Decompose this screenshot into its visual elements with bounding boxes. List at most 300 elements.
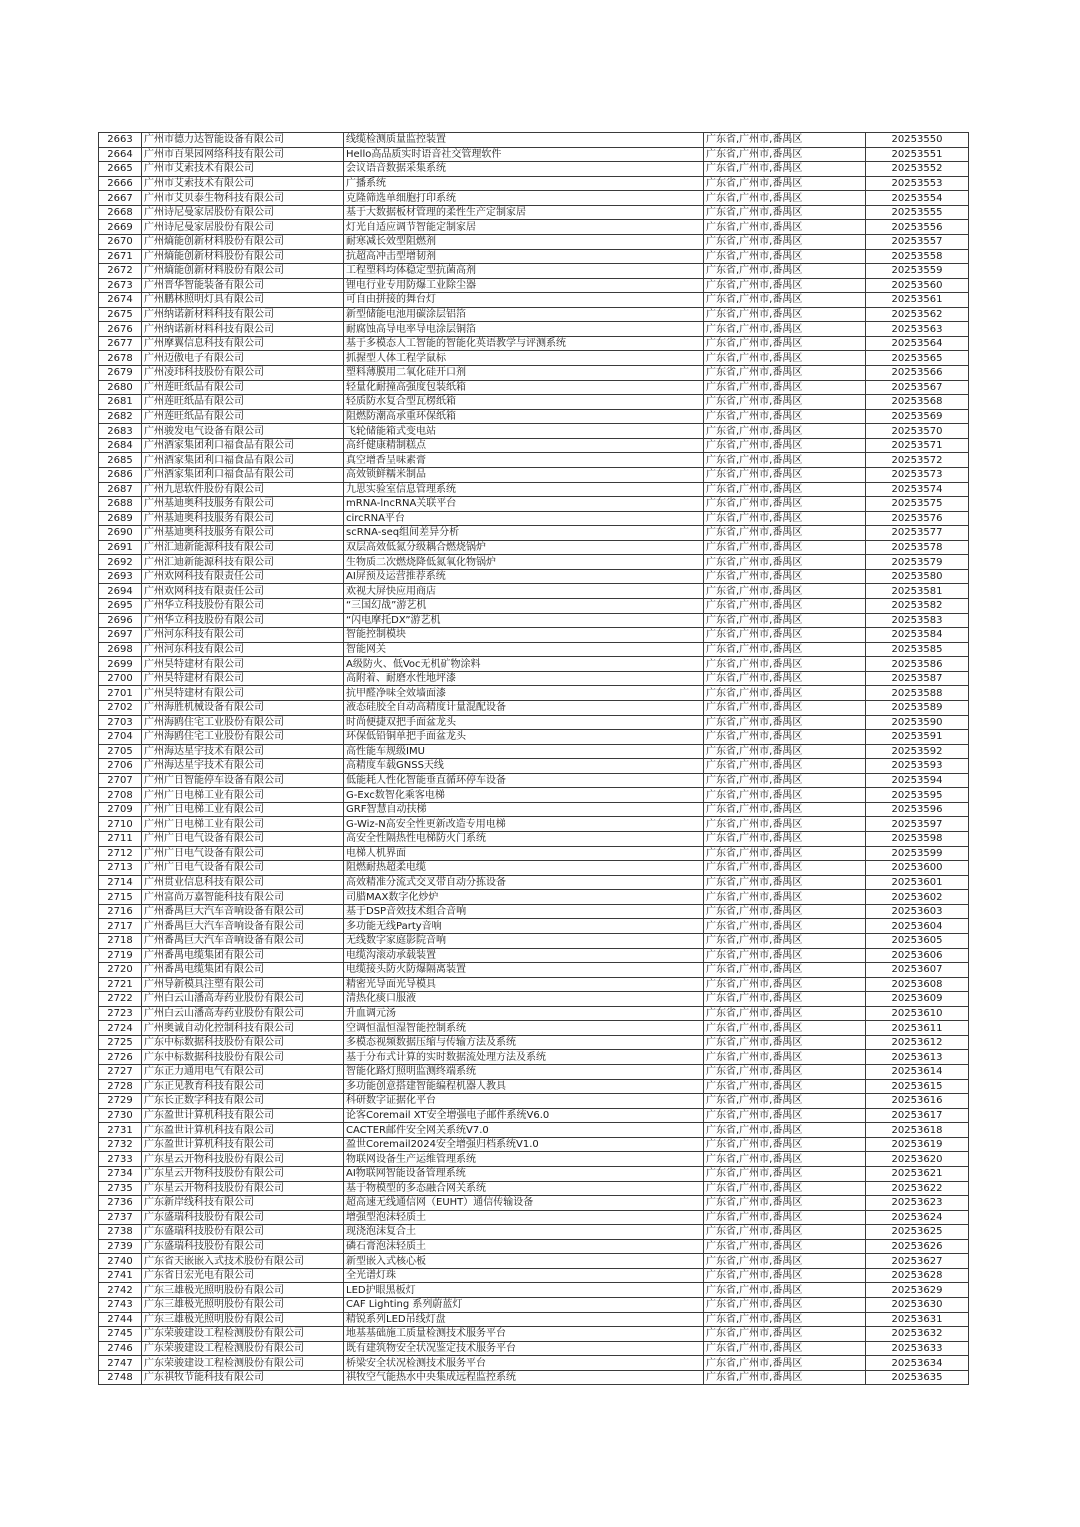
region: 广东省,广州市,番禺区 bbox=[704, 1196, 866, 1211]
region: 广东省,广州市,番禺区 bbox=[704, 1225, 866, 1240]
region: 广东省,广州市,番禺区 bbox=[704, 1298, 866, 1313]
table-row bbox=[99, 933, 969, 948]
region: 广东省,广州市,番禺区 bbox=[704, 1239, 866, 1254]
table-row bbox=[99, 467, 969, 482]
region: 广东省,广州市,番禺区 bbox=[704, 278, 866, 293]
cert-code: 20253588 bbox=[866, 686, 969, 701]
region: 广东省,广州市,番禺区 bbox=[704, 875, 866, 890]
cert-code: 20253566 bbox=[866, 366, 969, 381]
cert-code: 20253621 bbox=[866, 1166, 969, 1181]
product-name: 欢视大屏快应用商店 bbox=[344, 584, 704, 599]
cert-code: 20253561 bbox=[866, 293, 969, 308]
row-number: 2745 bbox=[99, 1327, 142, 1342]
cert-code: 20253556 bbox=[866, 220, 969, 235]
company-name: 广州市艾索技术有限公司 bbox=[142, 176, 344, 191]
row-number: 2746 bbox=[99, 1341, 142, 1356]
table-row bbox=[99, 264, 969, 279]
company-name: 广州欢网科技有限责任公司 bbox=[142, 569, 344, 584]
region: 广东省,广州市,番禺区 bbox=[704, 1065, 866, 1080]
row-number: 2694 bbox=[99, 584, 142, 599]
product-name: 轻量化耐撞高强度包装纸箱 bbox=[344, 380, 704, 395]
company-name: 广州广日电气设备有限公司 bbox=[142, 846, 344, 861]
row-number: 2684 bbox=[99, 438, 142, 453]
row-number: 2683 bbox=[99, 424, 142, 439]
product-name: 高效锁鲜糯米制品 bbox=[344, 467, 704, 482]
cert-code: 20253572 bbox=[866, 453, 969, 468]
region: 广东省,广州市,番禺区 bbox=[704, 1137, 866, 1152]
company-name: 广东三雄极光照明股份有限公司 bbox=[142, 1298, 344, 1313]
product-name: 阻燃耐热超柔电缆 bbox=[344, 861, 704, 876]
row-number: 2720 bbox=[99, 963, 142, 978]
region: 广东省,广州市,番禺区 bbox=[704, 249, 866, 264]
row-number: 2719 bbox=[99, 948, 142, 963]
region: 广东省,广州市,番禺区 bbox=[704, 395, 866, 410]
cert-code: 20253552 bbox=[866, 162, 969, 177]
cert-code: 20253580 bbox=[866, 569, 969, 584]
company-name: 广州海鸥住宅工业股份有限公司 bbox=[142, 715, 344, 730]
region: 广东省,广州市,番禺区 bbox=[704, 1108, 866, 1123]
row-number: 2747 bbox=[99, 1356, 142, 1371]
product-name: 磷石膏泡沫轻质土 bbox=[344, 1239, 704, 1254]
company-name: 广州晋华智能装备有限公司 bbox=[142, 278, 344, 293]
product-name: 高纤健康精制糕点 bbox=[344, 438, 704, 453]
product-name: 盈世Coremail2024安全增强归档系统V1.0 bbox=[344, 1137, 704, 1152]
region: 广东省,广州市,番禺区 bbox=[704, 686, 866, 701]
company-name: 广州昊特建材有限公司 bbox=[142, 671, 344, 686]
region: 广东省,广州市,番禺区 bbox=[704, 234, 866, 249]
product-name: CACTER邮件安全网关系统V7.0 bbox=[344, 1123, 704, 1138]
cert-code: 20253626 bbox=[866, 1239, 969, 1254]
table-row bbox=[99, 671, 969, 686]
table-row bbox=[99, 730, 969, 745]
region: 广东省,广州市,番禺区 bbox=[704, 453, 866, 468]
row-number: 2687 bbox=[99, 482, 142, 497]
cert-code: 20253615 bbox=[866, 1079, 969, 1094]
region: 广东省,广州市,番禺区 bbox=[704, 657, 866, 672]
row-number: 2670 bbox=[99, 234, 142, 249]
product-name: mRNA-lncRNA关联平台 bbox=[344, 497, 704, 512]
table-row bbox=[99, 1239, 969, 1254]
row-number: 2748 bbox=[99, 1370, 142, 1385]
cert-code: 20253598 bbox=[866, 832, 969, 847]
region: 广东省,广州市,番禺区 bbox=[704, 744, 866, 759]
product-name: 耐腐蚀高导电率导电涂层铜箔 bbox=[344, 322, 704, 337]
region: 广东省,广州市,番禺区 bbox=[704, 569, 866, 584]
table-body bbox=[99, 133, 969, 1385]
row-number: 2722 bbox=[99, 992, 142, 1007]
company-name: 广州九思软件股份有限公司 bbox=[142, 482, 344, 497]
region: 广东省,广州市,番禺区 bbox=[704, 307, 866, 322]
product-name: 基于多模态人工智能的智能化英语教学与评测系统 bbox=[344, 336, 704, 351]
company-name: 广州华立科技股份有限公司 bbox=[142, 599, 344, 614]
product-name: 论客Coremail XT安全增强电子邮件系统V6.0 bbox=[344, 1108, 704, 1123]
company-name: 广东中标数据科技股份有限公司 bbox=[142, 1050, 344, 1065]
row-number: 2726 bbox=[99, 1050, 142, 1065]
table-row bbox=[99, 642, 969, 657]
cert-code: 20253591 bbox=[866, 730, 969, 745]
cert-code: 20253597 bbox=[866, 817, 969, 832]
cert-code: 20253579 bbox=[866, 555, 969, 570]
company-name: 广州广日电气设备有限公司 bbox=[142, 861, 344, 876]
product-name: scRNA-seq组间差异分析 bbox=[344, 526, 704, 541]
row-number: 2674 bbox=[99, 293, 142, 308]
table-row bbox=[99, 278, 969, 293]
cert-code: 20253611 bbox=[866, 1021, 969, 1036]
company-name: 广州海胜机械设备有限公司 bbox=[142, 700, 344, 715]
region: 广东省,广州市,番禺区 bbox=[704, 1166, 866, 1181]
region: 广东省,广州市,番禺区 bbox=[704, 817, 866, 832]
cert-code: 20253601 bbox=[866, 875, 969, 890]
product-name: 新型储能电池用碳涂层铝箔 bbox=[344, 307, 704, 322]
region: 广东省,广州市,番禺区 bbox=[704, 220, 866, 235]
product-name: circRNA平台 bbox=[344, 511, 704, 526]
cert-code: 20253558 bbox=[866, 249, 969, 264]
table-row bbox=[99, 453, 969, 468]
region: 广东省,广州市,番禺区 bbox=[704, 977, 866, 992]
table-row bbox=[99, 497, 969, 512]
table-row bbox=[99, 1181, 969, 1196]
row-number: 2665 bbox=[99, 162, 142, 177]
region: 广东省,广州市,番禺区 bbox=[704, 584, 866, 599]
company-name: 广州熵能创新材料股份有限公司 bbox=[142, 234, 344, 249]
cert-code: 20253624 bbox=[866, 1210, 969, 1225]
row-number: 2667 bbox=[99, 191, 142, 206]
region: 广东省,广州市,番禺区 bbox=[704, 715, 866, 730]
cert-code: 20253578 bbox=[866, 540, 969, 555]
company-name: 广州莲旺纸品有限公司 bbox=[142, 380, 344, 395]
row-number: 2705 bbox=[99, 744, 142, 759]
cert-code: 20253560 bbox=[866, 278, 969, 293]
table-row bbox=[99, 1137, 969, 1152]
table-row bbox=[99, 1210, 969, 1225]
cert-code: 20253605 bbox=[866, 933, 969, 948]
cert-code: 20253628 bbox=[866, 1268, 969, 1283]
cert-code: 20253595 bbox=[866, 788, 969, 803]
product-name: 灯光自适应调节智能定制家居 bbox=[344, 220, 704, 235]
region: 广东省,广州市,番禺区 bbox=[704, 846, 866, 861]
table-row bbox=[99, 409, 969, 424]
row-number: 2703 bbox=[99, 715, 142, 730]
table-row bbox=[99, 511, 969, 526]
product-name: 既有建筑物安全状况鉴定技术服务平台 bbox=[344, 1341, 704, 1356]
region: 广东省,广州市,番禺区 bbox=[704, 992, 866, 1007]
company-name: 广州摩翼信息科技有限公司 bbox=[142, 336, 344, 351]
company-name: 广州迈傲电子有限公司 bbox=[142, 351, 344, 366]
company-name: 广州市百果园网络科技有限公司 bbox=[142, 147, 344, 162]
row-number: 2715 bbox=[99, 890, 142, 905]
region: 广东省,广州市,番禺区 bbox=[704, 1079, 866, 1094]
row-number: 2685 bbox=[99, 453, 142, 468]
row-number: 2737 bbox=[99, 1210, 142, 1225]
company-name: 广州昊特建材有限公司 bbox=[142, 686, 344, 701]
table-row bbox=[99, 802, 969, 817]
region: 广东省,广州市,番禺区 bbox=[704, 700, 866, 715]
row-number: 2663 bbox=[99, 133, 142, 148]
product-name: 高附着、耐磨水性地坪漆 bbox=[344, 671, 704, 686]
table-row bbox=[99, 584, 969, 599]
company-name: 广州番禺巨大汽车音响设备有限公司 bbox=[142, 919, 344, 934]
region: 广东省,广州市,番禺区 bbox=[704, 963, 866, 978]
company-name: 广东荣骏建设工程检测股份有限公司 bbox=[142, 1356, 344, 1371]
cert-code: 20253581 bbox=[866, 584, 969, 599]
cert-code: 20253613 bbox=[866, 1050, 969, 1065]
product-name: 可自由拼接的舞台灯 bbox=[344, 293, 704, 308]
company-name: 广州市艾贝泰生物科技有限公司 bbox=[142, 191, 344, 206]
row-number: 2696 bbox=[99, 613, 142, 628]
company-name: 广州汇迪新能源科技有限公司 bbox=[142, 555, 344, 570]
table-row bbox=[99, 948, 969, 963]
region: 广东省,广州市,番禺区 bbox=[704, 1006, 866, 1021]
table-row bbox=[99, 336, 969, 351]
product-name: CAF Lighting 系列蔚蓝灯 bbox=[344, 1298, 704, 1313]
cert-code: 20253568 bbox=[866, 395, 969, 410]
region: 广东省,广州市,番禺区 bbox=[704, 322, 866, 337]
product-name: 基于物模型的多态融合网关系统 bbox=[344, 1181, 704, 1196]
company-name: 广东新岸线科技有限公司 bbox=[142, 1196, 344, 1211]
product-name: 空调恒温恒湿智能控制系统 bbox=[344, 1021, 704, 1036]
row-number: 2738 bbox=[99, 1225, 142, 1240]
row-number: 2740 bbox=[99, 1254, 142, 1269]
row-number: 2713 bbox=[99, 861, 142, 876]
product-name: 基于分布式计算的实时数据流处理方法及系统 bbox=[344, 1050, 704, 1065]
table-row bbox=[99, 191, 969, 206]
region: 广东省,广州市,番禺区 bbox=[704, 555, 866, 570]
cert-code: 20253619 bbox=[866, 1137, 969, 1152]
cert-code: 20253575 bbox=[866, 497, 969, 512]
cert-code: 20253625 bbox=[866, 1225, 969, 1240]
product-name: 现浇泡沫复合土 bbox=[344, 1225, 704, 1240]
product-name: LED护眼黑板灯 bbox=[344, 1283, 704, 1298]
cert-code: 20253550 bbox=[866, 133, 969, 148]
company-name: 广州诗尼曼家居股份有限公司 bbox=[142, 220, 344, 235]
company-name: 广东盛瑞科技股份有限公司 bbox=[142, 1210, 344, 1225]
company-name: 广州市艾索技术有限公司 bbox=[142, 162, 344, 177]
table-row bbox=[99, 1327, 969, 1342]
cert-code: 20253612 bbox=[866, 1035, 969, 1050]
row-number: 2731 bbox=[99, 1123, 142, 1138]
company-name: 广州白云山潘高寿药业股份有限公司 bbox=[142, 992, 344, 1007]
product-name: 轻质防水复合型瓦楞纸箱 bbox=[344, 395, 704, 410]
company-name: 广州奥诚自动化控制科技有限公司 bbox=[142, 1021, 344, 1036]
cert-code: 20253584 bbox=[866, 628, 969, 643]
product-name: AI屏预及运营推荐系统 bbox=[344, 569, 704, 584]
row-number: 2727 bbox=[99, 1065, 142, 1080]
company-name: 广东荣骏建设工程检测股份有限公司 bbox=[142, 1327, 344, 1342]
row-number: 2730 bbox=[99, 1108, 142, 1123]
product-name: 生物质二次燃烧降低氮氧化物锅炉 bbox=[344, 555, 704, 570]
table-row bbox=[99, 424, 969, 439]
table-row bbox=[99, 540, 969, 555]
company-name: 广州广日电梯工业有限公司 bbox=[142, 788, 344, 803]
region: 广东省,广州市,番禺区 bbox=[704, 147, 866, 162]
cert-code: 20253609 bbox=[866, 992, 969, 1007]
table-row bbox=[99, 628, 969, 643]
product-name: 高效精准分流式交叉带自动分拣设备 bbox=[344, 875, 704, 890]
product-name: GRF智慧自动扶梯 bbox=[344, 802, 704, 817]
region: 广东省,广州市,番禺区 bbox=[704, 497, 866, 512]
row-number: 2691 bbox=[99, 540, 142, 555]
row-number: 2692 bbox=[99, 555, 142, 570]
company-name: 广州纳诺新材料科技有限公司 bbox=[142, 307, 344, 322]
product-name: AI物联网智能设备管理系统 bbox=[344, 1166, 704, 1181]
row-number: 2666 bbox=[99, 176, 142, 191]
region: 广东省,广州市,番禺区 bbox=[704, 191, 866, 206]
table-row bbox=[99, 773, 969, 788]
region: 广东省,广州市,番禺区 bbox=[704, 933, 866, 948]
cert-code: 20253632 bbox=[866, 1327, 969, 1342]
table-row bbox=[99, 1065, 969, 1080]
product-name: 多功能无线Party音响 bbox=[344, 919, 704, 934]
company-name: 广州番禺电缆集团有限公司 bbox=[142, 948, 344, 963]
row-number: 2686 bbox=[99, 467, 142, 482]
row-number: 2664 bbox=[99, 147, 142, 162]
row-number: 2742 bbox=[99, 1283, 142, 1298]
row-number: 2733 bbox=[99, 1152, 142, 1167]
row-number: 2710 bbox=[99, 817, 142, 832]
region: 广东省,广州市,番禺区 bbox=[704, 511, 866, 526]
cert-code: 20253606 bbox=[866, 948, 969, 963]
company-name: 广州华立科技股份有限公司 bbox=[142, 613, 344, 628]
row-number: 2743 bbox=[99, 1298, 142, 1313]
product-name: 智能控制模块 bbox=[344, 628, 704, 643]
listing-table bbox=[98, 132, 969, 1385]
product-name: G-Wiz-N高安全性更新改造专用电梯 bbox=[344, 817, 704, 832]
product-name: 抗甲醛净味全效墙面漆 bbox=[344, 686, 704, 701]
row-number: 2744 bbox=[99, 1312, 142, 1327]
product-name: 液态硅胶全自动高精度计量混配设备 bbox=[344, 700, 704, 715]
product-name: 超高速无线通信网（EUHT）通信传输设备 bbox=[344, 1196, 704, 1211]
cert-code: 20253592 bbox=[866, 744, 969, 759]
company-name: 广州海达星宇技术有限公司 bbox=[142, 759, 344, 774]
cert-code: 20253583 bbox=[866, 613, 969, 628]
row-number: 2693 bbox=[99, 569, 142, 584]
cert-code: 20253594 bbox=[866, 773, 969, 788]
cert-code: 20253573 bbox=[866, 467, 969, 482]
region: 广东省,广州市,番禺区 bbox=[704, 1152, 866, 1167]
table-row bbox=[99, 788, 969, 803]
region: 广东省,广州市,番禺区 bbox=[704, 1181, 866, 1196]
company-name: 广东三雄极光照明股份有限公司 bbox=[142, 1283, 344, 1298]
row-number: 2741 bbox=[99, 1268, 142, 1283]
region: 广东省,广州市,番禺区 bbox=[704, 599, 866, 614]
table-row bbox=[99, 846, 969, 861]
table-row bbox=[99, 759, 969, 774]
cert-code: 20253622 bbox=[866, 1181, 969, 1196]
company-name: 广州河东科技有限公司 bbox=[142, 628, 344, 643]
product-name: 智能网关 bbox=[344, 642, 704, 657]
company-name: 广东盛瑞科技股份有限公司 bbox=[142, 1239, 344, 1254]
table-row bbox=[99, 686, 969, 701]
cert-code: 20253617 bbox=[866, 1108, 969, 1123]
table-row bbox=[99, 351, 969, 366]
row-number: 2699 bbox=[99, 657, 142, 672]
company-name: 广州番禺巨大汽车音响设备有限公司 bbox=[142, 933, 344, 948]
company-name: 广州广日电气设备有限公司 bbox=[142, 832, 344, 847]
region: 广东省,广州市,番禺区 bbox=[704, 176, 866, 191]
cert-code: 20253610 bbox=[866, 1006, 969, 1021]
cert-code: 20253599 bbox=[866, 846, 969, 861]
region: 广东省,广州市,番禺区 bbox=[704, 293, 866, 308]
table-row bbox=[99, 1196, 969, 1211]
product-name: 环保低铅铜单把手面盆龙头 bbox=[344, 730, 704, 745]
row-number: 2735 bbox=[99, 1181, 142, 1196]
region: 广东省,广州市,番禺区 bbox=[704, 861, 866, 876]
row-number: 2739 bbox=[99, 1239, 142, 1254]
table-row bbox=[99, 700, 969, 715]
company-name: 广州熵能创新材料股份有限公司 bbox=[142, 249, 344, 264]
product-name: 九思实验室信息管理系统 bbox=[344, 482, 704, 497]
cert-code: 20253602 bbox=[866, 890, 969, 905]
row-number: 2668 bbox=[99, 205, 142, 220]
table-row bbox=[99, 1356, 969, 1371]
company-name: 广州酒家集团利口福食品有限公司 bbox=[142, 453, 344, 468]
table-row bbox=[99, 205, 969, 220]
table-row bbox=[99, 963, 969, 978]
table-row bbox=[99, 657, 969, 672]
table-row bbox=[99, 1341, 969, 1356]
cert-code: 20253570 bbox=[866, 424, 969, 439]
company-name: 广州富尚万嘉智能科技有限公司 bbox=[142, 890, 344, 905]
table-row bbox=[99, 234, 969, 249]
table-row bbox=[99, 744, 969, 759]
cert-code: 20253587 bbox=[866, 671, 969, 686]
table-row bbox=[99, 875, 969, 890]
cert-code: 20253603 bbox=[866, 904, 969, 919]
product-name: 电缆接头防火防爆隔离装置 bbox=[344, 963, 704, 978]
product-name: 克隆筛选单细胞打印系统 bbox=[344, 191, 704, 206]
table-row bbox=[99, 176, 969, 191]
cert-code: 20253564 bbox=[866, 336, 969, 351]
cert-code: 20253608 bbox=[866, 977, 969, 992]
company-name: 广州基迪奥科技服务有限公司 bbox=[142, 497, 344, 512]
product-name: 物联网设备生产运维管理系统 bbox=[344, 1152, 704, 1167]
row-number: 2698 bbox=[99, 642, 142, 657]
company-name: 广东省日宏光电有限公司 bbox=[142, 1268, 344, 1283]
row-number: 2672 bbox=[99, 264, 142, 279]
row-number: 2676 bbox=[99, 322, 142, 337]
cert-code: 20253630 bbox=[866, 1298, 969, 1313]
company-name: 广州海鸥住宅工业股份有限公司 bbox=[142, 730, 344, 745]
row-number: 2688 bbox=[99, 497, 142, 512]
cert-code: 20253559 bbox=[866, 264, 969, 279]
product-name: 无线数字家庭影院音响 bbox=[344, 933, 704, 948]
table-row bbox=[99, 890, 969, 905]
product-name: A级防火、低Voc无机矿物涂料 bbox=[344, 657, 704, 672]
company-name: 广东盈世计算机科技有限公司 bbox=[142, 1123, 344, 1138]
region: 广东省,广州市,番禺区 bbox=[704, 788, 866, 803]
row-number: 2724 bbox=[99, 1021, 142, 1036]
row-number: 2734 bbox=[99, 1166, 142, 1181]
region: 广东省,广州市,番禺区 bbox=[704, 919, 866, 934]
cert-code: 20253614 bbox=[866, 1065, 969, 1080]
product-name: “闪电摩托DX”游艺机 bbox=[344, 613, 704, 628]
region: 广东省,广州市,番禺区 bbox=[704, 133, 866, 148]
row-number: 2711 bbox=[99, 832, 142, 847]
region: 广东省,广州市,番禺区 bbox=[704, 1254, 866, 1269]
row-number: 2714 bbox=[99, 875, 142, 890]
product-name: 抗超高冲击型增韧剂 bbox=[344, 249, 704, 264]
company-name: 广州贯业信息科技有限公司 bbox=[142, 875, 344, 890]
cert-code: 20253635 bbox=[866, 1370, 969, 1385]
region: 广东省,广州市,番禺区 bbox=[704, 467, 866, 482]
region: 广东省,广州市,番禺区 bbox=[704, 1341, 866, 1356]
cert-code: 20253627 bbox=[866, 1254, 969, 1269]
company-name: 广州凌玮科技股份有限公司 bbox=[142, 366, 344, 381]
row-number: 2678 bbox=[99, 351, 142, 366]
table-row bbox=[99, 1254, 969, 1269]
table-row bbox=[99, 832, 969, 847]
company-name: 广州白云山潘高寿药业股份有限公司 bbox=[142, 1006, 344, 1021]
